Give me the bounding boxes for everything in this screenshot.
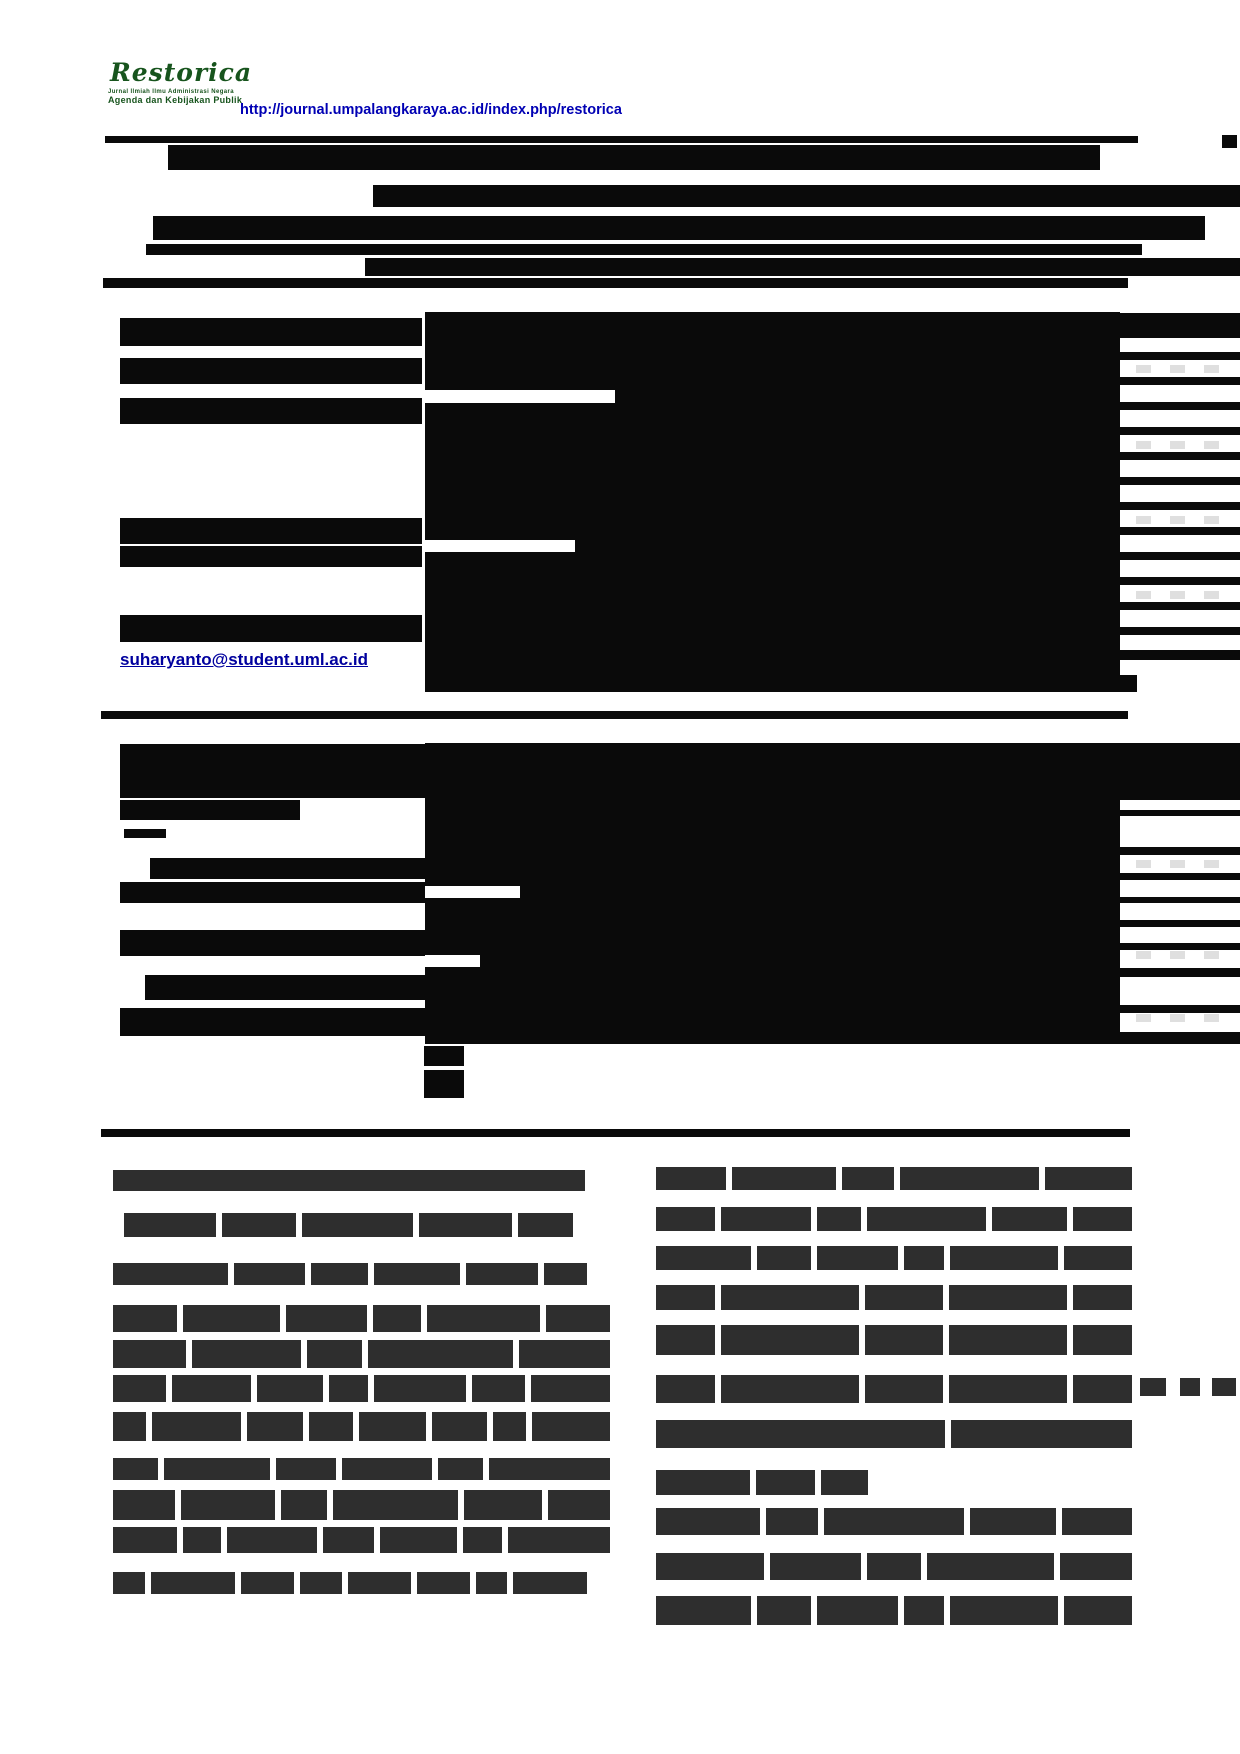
redacted-word: [1060, 1553, 1132, 1580]
redacted-word: [817, 1596, 898, 1625]
redacted-word: [472, 1375, 525, 1402]
redaction-bar: [146, 244, 1142, 255]
redaction-bar: [656, 1420, 1132, 1448]
redaction-bar: [120, 318, 422, 346]
redacted-word: [302, 1213, 413, 1237]
redacted-word: [257, 1375, 323, 1402]
redaction-bar: [1204, 1014, 1219, 1022]
redaction-bar: [656, 1596, 1132, 1625]
redaction-bar: [425, 955, 480, 967]
redacted-word: [1064, 1246, 1132, 1270]
redacted-word: [927, 1553, 1054, 1580]
redacted-word: [368, 1340, 514, 1368]
redacted-word: [329, 1375, 369, 1402]
redacted-word: [756, 1470, 815, 1495]
redaction-bar: [113, 1263, 587, 1285]
redacted-word: [417, 1572, 470, 1594]
redaction-bar: [1120, 527, 1240, 535]
redacted-word: [949, 1285, 1067, 1310]
redaction-bar: [168, 145, 1100, 170]
redacted-word: [900, 1167, 1039, 1190]
redaction-bar: [425, 312, 1120, 675]
redacted-word: [817, 1246, 898, 1270]
redaction-bar: [101, 711, 1128, 719]
redacted-word: [546, 1305, 610, 1332]
redacted-word: [867, 1553, 921, 1580]
redaction-bar: [656, 1553, 1132, 1580]
redacted-word: [113, 1412, 146, 1441]
redaction-bar: [425, 675, 1137, 692]
redaction-bar: [425, 540, 575, 552]
redacted-word: [113, 1340, 186, 1368]
redacted-word: [970, 1508, 1057, 1535]
redacted-word: [333, 1490, 458, 1520]
redaction-bar: [103, 278, 1128, 288]
redacted-word: [532, 1412, 610, 1441]
redaction-bar: [1120, 477, 1240, 485]
redaction-bar: [120, 358, 422, 384]
redaction-bar: [1204, 860, 1219, 868]
redacted-word: [950, 1596, 1058, 1625]
redacted-word: [124, 1213, 216, 1237]
redaction-bar: [1120, 810, 1240, 816]
redaction-bar: [120, 800, 300, 820]
redaction-bar: [113, 1527, 610, 1553]
redacted-word: [513, 1572, 587, 1594]
redacted-word: [1064, 1596, 1132, 1625]
redaction-bar: [113, 1170, 585, 1191]
redaction-bar: [1120, 552, 1240, 560]
redaction-bar: [425, 886, 520, 898]
redaction-bar: [1204, 365, 1219, 373]
redaction-bar: [656, 1285, 1132, 1310]
redacted-word: [656, 1470, 750, 1495]
redacted-word: [373, 1305, 421, 1332]
redacted-word: [508, 1527, 610, 1553]
redacted-word: [489, 1458, 610, 1480]
redacted-word: [1073, 1207, 1132, 1231]
redacted-word: [518, 1213, 573, 1237]
redaction-bar: [1204, 516, 1219, 524]
redaction-bar: [113, 1412, 610, 1441]
redaction-bar: [1120, 352, 1240, 360]
redaction-bar: [1120, 650, 1240, 660]
redaction-bar: [424, 1070, 464, 1098]
redaction-bar: [120, 930, 430, 956]
redacted-word: [113, 1375, 166, 1402]
redaction-bar: [373, 185, 1240, 207]
redacted-word: [493, 1412, 526, 1441]
redaction-bar: [1222, 135, 1237, 148]
redaction-bar: [1120, 1005, 1240, 1013]
redaction-bar: [425, 390, 615, 403]
redacted-word: [656, 1167, 726, 1190]
redaction-bar: [120, 1008, 430, 1036]
redacted-word: [732, 1167, 836, 1190]
redaction-bar: [120, 546, 422, 567]
redacted-word: [817, 1207, 862, 1231]
redaction-bar: [1136, 951, 1151, 959]
redaction-bar: [656, 1470, 868, 1495]
redacted-word: [183, 1305, 280, 1332]
redaction-bar: [1170, 441, 1185, 449]
redaction-bar: [113, 1340, 610, 1368]
redacted-word: [757, 1596, 811, 1625]
redaction-bar: [1136, 516, 1151, 524]
redaction-bar: [656, 1167, 1132, 1190]
redacted-word: [113, 1572, 145, 1594]
redaction-bar: [124, 1213, 573, 1237]
redaction-bar: [1120, 577, 1240, 585]
redacted-word: [867, 1207, 986, 1231]
redaction-bar: [101, 1129, 1130, 1137]
redacted-word: [183, 1527, 221, 1553]
redaction-bar: [1120, 402, 1240, 410]
redaction-bar: [1170, 516, 1185, 524]
redacted-word: [656, 1508, 760, 1535]
redacted-word: [950, 1246, 1058, 1270]
redacted-word: [865, 1285, 944, 1310]
redacted-word: [721, 1285, 859, 1310]
redacted-word: [181, 1490, 274, 1520]
redacted-word: [656, 1246, 751, 1270]
redaction-bar: [1204, 591, 1219, 599]
redacted-word: [949, 1375, 1067, 1403]
redacted-word: [842, 1167, 894, 1190]
redacted-word: [227, 1527, 317, 1553]
redaction-bar: [656, 1508, 1132, 1535]
redaction-bar: [113, 1490, 610, 1520]
redaction-bar: [1140, 1378, 1166, 1396]
redaction-bar: [1170, 951, 1185, 959]
redaction-bar: [1120, 743, 1240, 800]
redacted-word: [544, 1263, 587, 1285]
redacted-word: [113, 1263, 228, 1285]
redacted-word: [951, 1420, 1132, 1448]
redacted-word: [359, 1412, 426, 1441]
redacted-word: [865, 1375, 944, 1403]
redacted-word: [113, 1305, 177, 1332]
redacted-word: [247, 1412, 302, 1441]
redacted-word: [309, 1412, 353, 1441]
redacted-word: [222, 1213, 296, 1237]
redaction-bar: [1120, 377, 1240, 385]
redacted-word: [432, 1412, 487, 1441]
redacted-word: [904, 1596, 945, 1625]
redaction-bar: [1180, 1378, 1200, 1396]
redacted-word: [466, 1263, 538, 1285]
redaction-bar: [1170, 1014, 1185, 1022]
redaction-bar: [113, 1305, 610, 1332]
redacted-word: [548, 1490, 610, 1520]
redacted-word: [374, 1263, 460, 1285]
redaction-bar: [120, 398, 422, 424]
redacted-word: [1073, 1285, 1132, 1310]
redaction-bar: [1120, 920, 1240, 927]
redacted-word: [865, 1325, 944, 1355]
redacted-word: [721, 1375, 859, 1403]
redaction-bar: [425, 743, 1120, 1044]
redaction-bar: [365, 258, 1240, 276]
redacted-word: [113, 1458, 158, 1480]
redaction-bar: [656, 1207, 1132, 1231]
redaction-bar: [1120, 943, 1240, 950]
redacted-word: [164, 1458, 269, 1480]
redacted-word: [323, 1527, 374, 1553]
redacted-word: [770, 1553, 860, 1580]
redacted-word: [1073, 1375, 1132, 1403]
redaction-bar: [1170, 860, 1185, 868]
redaction-bar: [656, 1246, 1132, 1270]
redacted-word: [307, 1340, 362, 1368]
redaction-bar: [145, 975, 430, 1000]
redaction-bar: [1204, 951, 1219, 959]
redaction-bar: [120, 882, 430, 903]
redacted-word: [656, 1207, 715, 1231]
redacted-word: [192, 1340, 301, 1368]
redaction-bar: [113, 1458, 610, 1480]
redaction-bar: [1120, 602, 1240, 610]
logo-subtitle-line2: Agenda dan Kebijakan Publik: [108, 95, 243, 105]
redacted-word: [286, 1305, 367, 1332]
redacted-word: [757, 1246, 811, 1270]
redaction-bar: [1120, 1032, 1240, 1044]
redaction-bar: [1120, 313, 1240, 338]
redaction-bar: [120, 615, 422, 642]
redacted-word: [656, 1285, 715, 1310]
redacted-word: [904, 1246, 945, 1270]
redacted-word: [348, 1572, 411, 1594]
redacted-word: [464, 1490, 542, 1520]
redacted-word: [821, 1470, 868, 1495]
redaction-bar: [1120, 897, 1240, 903]
redacted-word: [949, 1325, 1067, 1355]
redaction-bar: [113, 1375, 610, 1402]
redacted-word: [438, 1458, 483, 1480]
redacted-word: [1073, 1325, 1132, 1355]
redaction-bar: [1170, 365, 1185, 373]
redaction-bar: [113, 1572, 587, 1594]
redaction-bar: [1212, 1378, 1236, 1396]
redacted-word: [427, 1305, 540, 1332]
redaction-bar: [424, 1046, 464, 1066]
redacted-word: [656, 1375, 715, 1403]
redacted-word: [152, 1412, 241, 1441]
redaction-bar: [1204, 441, 1219, 449]
redaction-bar: [1120, 427, 1240, 435]
redacted-word: [463, 1527, 501, 1553]
redacted-word: [151, 1572, 235, 1594]
redacted-word: [519, 1340, 610, 1368]
redacted-word: [656, 1553, 764, 1580]
redacted-word: [1045, 1167, 1132, 1190]
redacted-word: [1062, 1508, 1132, 1535]
redacted-word: [311, 1263, 368, 1285]
redaction-bar: [656, 1325, 1132, 1355]
redaction-bar: [1120, 627, 1240, 635]
redacted-word: [172, 1375, 251, 1402]
redaction-bar: [1170, 591, 1185, 599]
redaction-bar: [120, 518, 422, 544]
redaction-bar: [1136, 365, 1151, 373]
redacted-word: [476, 1572, 508, 1594]
redacted-word: [824, 1508, 963, 1535]
journal-url-link[interactable]: http://journal.umpalangkaraya.ac.id/index.php/restorica: [240, 102, 622, 118]
redacted-word: [113, 1490, 175, 1520]
redacted-word: [992, 1207, 1066, 1231]
redacted-word: [342, 1458, 432, 1480]
redacted-word: [374, 1375, 466, 1402]
redacted-word: [656, 1420, 945, 1448]
redacted-word: [281, 1490, 328, 1520]
redacted-word: [241, 1572, 294, 1594]
redaction-bar: [1120, 452, 1240, 460]
redacted-word: [300, 1572, 342, 1594]
redaction-bar: [105, 136, 1138, 143]
redacted-word: [113, 1527, 177, 1553]
redacted-word: [419, 1213, 511, 1237]
redaction-bar: [120, 744, 430, 798]
redacted-word: [766, 1508, 818, 1535]
redaction-bar: [656, 1375, 1132, 1403]
redaction-bar: [1120, 847, 1240, 855]
logo-title: Restorica: [110, 58, 253, 87]
logo-subtitle-line1: Jurnal Ilmiah Ilmu Administrasi Negara: [108, 89, 235, 95]
redaction-bar: [1120, 968, 1240, 977]
redaction-bar: [1136, 1014, 1151, 1022]
redaction-bar: [150, 858, 430, 879]
redaction-bar: [1120, 502, 1240, 510]
redacted-word: [276, 1458, 336, 1480]
redacted-word: [234, 1263, 306, 1285]
redaction-bar: [153, 216, 1205, 240]
redaction-bar: [124, 829, 166, 838]
redacted-word: [721, 1325, 859, 1355]
redacted-word: [721, 1207, 810, 1231]
redaction-bar: [1136, 860, 1151, 868]
author-email-link[interactable]: suharyanto@student.uml.ac.id: [120, 650, 369, 669]
redaction-bar: [1120, 873, 1240, 880]
redacted-word: [380, 1527, 457, 1553]
redaction-bar: [1136, 441, 1151, 449]
redacted-word: [656, 1596, 751, 1625]
redacted-word: [656, 1325, 715, 1355]
redacted-word: [531, 1375, 610, 1402]
redaction-bar: [1136, 591, 1151, 599]
